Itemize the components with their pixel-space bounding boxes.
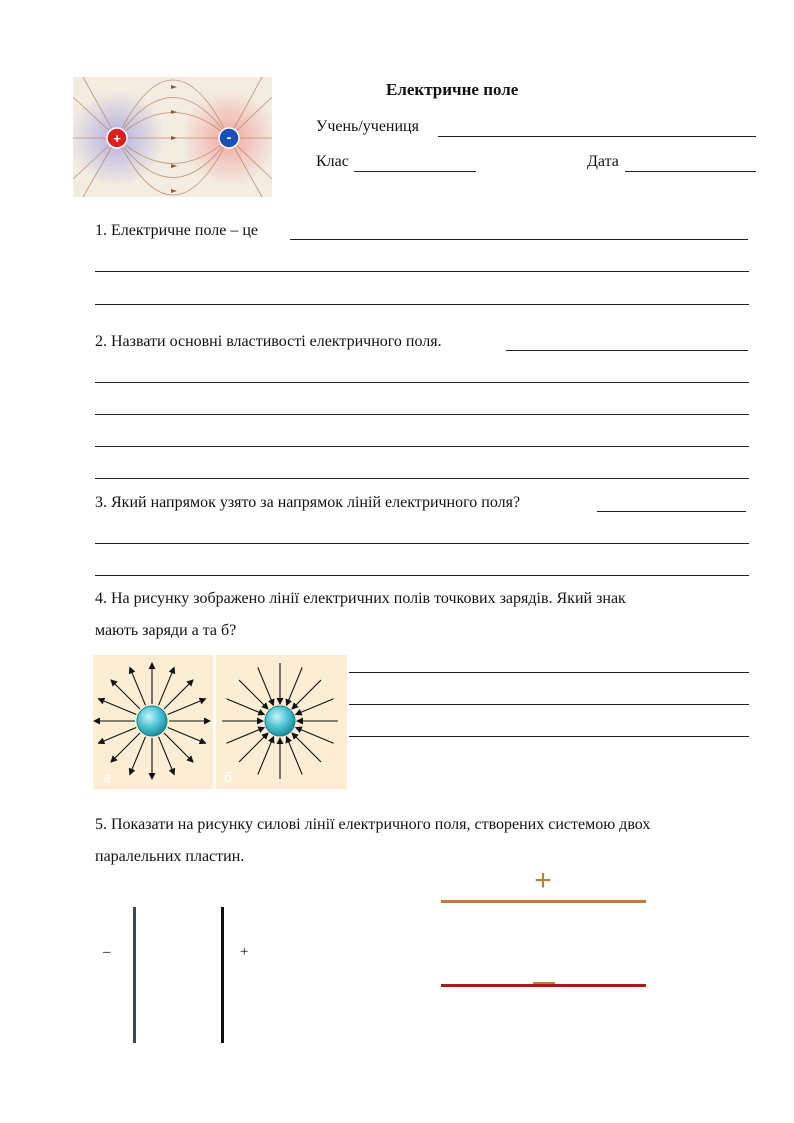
panel-b: [216, 655, 347, 789]
question-5-line-1: 5. Показати на рисунку силові лінії електричного поля, створених системою двох: [95, 816, 651, 833]
answer-line[interactable]: [290, 239, 748, 240]
answer-line[interactable]: [349, 736, 749, 737]
svg-text:б: б: [224, 769, 232, 785]
date-label: Дата: [587, 153, 619, 170]
class-field[interactable]: [354, 171, 476, 172]
answer-line[interactable]: [95, 382, 749, 383]
bottom-plate: [441, 984, 646, 987]
answer-line[interactable]: [95, 446, 749, 447]
top-plate: [441, 900, 646, 903]
answer-line[interactable]: [349, 704, 749, 705]
dipole-field-image: [73, 77, 272, 197]
student-label: Учень/учениця: [316, 118, 419, 135]
answer-line[interactable]: [95, 543, 749, 544]
panel-a: [93, 655, 213, 789]
svg-text:-: -: [226, 129, 232, 145]
page-title: Електричне поле: [386, 80, 519, 99]
question-4-line-2: мають заряди а та б?: [95, 622, 237, 639]
question-5-line-2: паралельних пластин.: [95, 848, 245, 865]
point-charges-figure: [93, 655, 347, 789]
right-plate: [221, 907, 224, 1043]
answer-line[interactable]: [349, 672, 749, 673]
vertical-minus-sign: –: [103, 944, 111, 960]
svg-text:+: +: [113, 131, 121, 146]
question-3: 3. Який напрямок узято за напрямок ліній електричного поля?: [95, 494, 521, 511]
question-1: 1. Електричне поле – це: [95, 222, 258, 239]
answer-line[interactable]: [95, 271, 749, 272]
question-2: 2. Назвати основні властивості електричного поля.: [95, 333, 442, 350]
student-field[interactable]: [438, 136, 756, 137]
answer-line[interactable]: [506, 350, 748, 351]
class-label: Клас: [316, 153, 349, 170]
answer-line[interactable]: [597, 511, 746, 512]
horizontal-plus-sign: +: [534, 864, 552, 897]
svg-text:а: а: [103, 769, 111, 785]
answer-line[interactable]: [95, 575, 749, 576]
answer-line[interactable]: [95, 478, 749, 479]
date-field[interactable]: [625, 171, 756, 172]
question-4-line-1: 4. На рисунку зображено лінії електричних полів точкових зарядів. Який знак: [95, 590, 626, 607]
left-plate: [133, 907, 136, 1043]
answer-line[interactable]: [95, 304, 749, 305]
answer-line[interactable]: [95, 414, 749, 415]
vertical-plus-sign: +: [240, 944, 249, 960]
